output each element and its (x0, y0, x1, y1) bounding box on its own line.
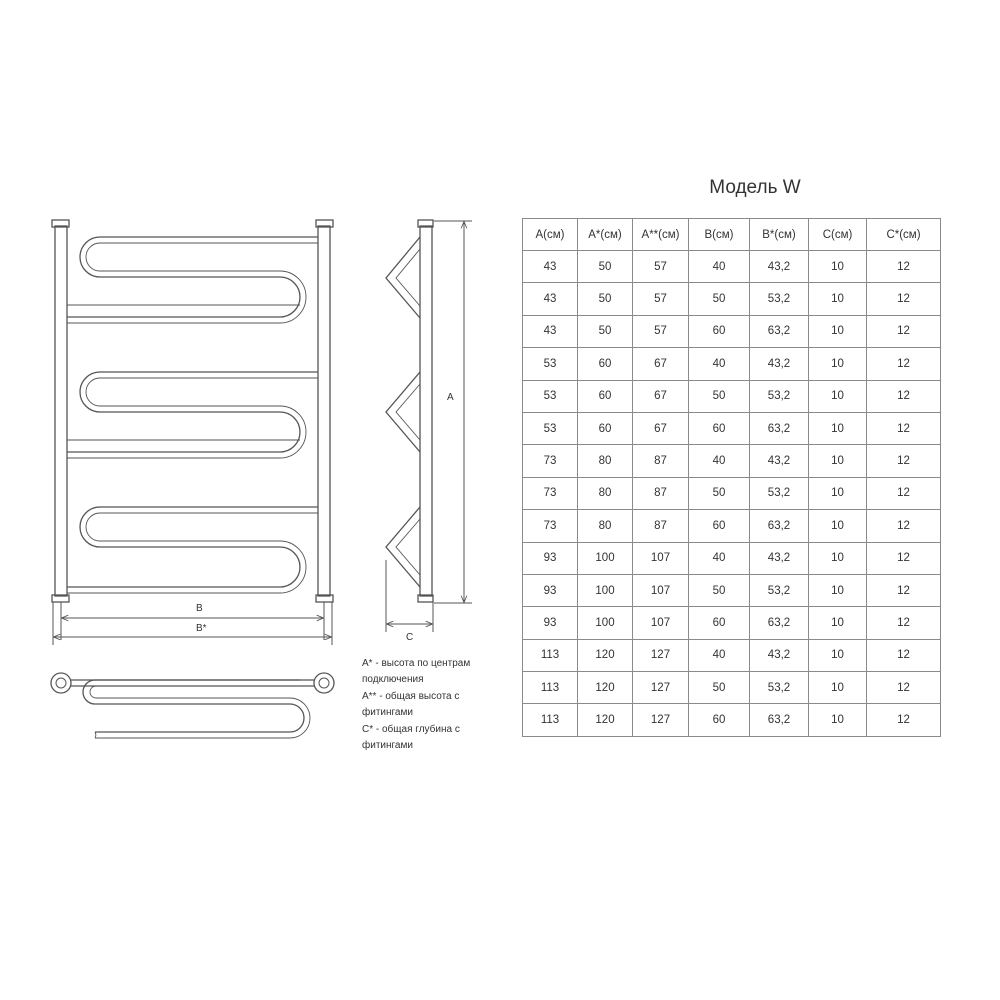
table-cell: 53,2 (750, 672, 809, 704)
table-row (523, 672, 941, 704)
table-cell: 53,2 (750, 283, 809, 315)
table-row (523, 510, 941, 542)
table-cell: 57 (633, 315, 689, 347)
table-cell: 12 (867, 380, 941, 412)
table-cell: 60 (689, 412, 750, 444)
table-cell: 12 (867, 510, 941, 542)
table-cell: 73 (523, 445, 578, 477)
label-c: C (406, 632, 414, 643)
table-cell: 60 (578, 348, 633, 380)
table-row (523, 283, 941, 315)
table-cell: 12 (867, 574, 941, 606)
table-cell: 43 (523, 251, 578, 283)
note-line: C* - общая глубина с (362, 723, 460, 735)
table-cell: 10 (809, 510, 867, 542)
table-cell: 12 (867, 672, 941, 704)
table-cell: 12 (867, 639, 941, 671)
table-cell: 80 (578, 445, 633, 477)
table-cell: 40 (689, 542, 750, 574)
table-cell: 12 (867, 315, 941, 347)
column-header: C*(см) (867, 219, 941, 251)
column-header: C(см) (809, 219, 867, 251)
table-cell: 60 (689, 510, 750, 542)
table-cell: 40 (689, 445, 750, 477)
table-cell: 60 (689, 315, 750, 347)
table-cell: 12 (867, 283, 941, 315)
label-b: B (196, 603, 203, 614)
table-cell: 93 (523, 607, 578, 639)
table-cell: 53,2 (750, 380, 809, 412)
column-header: A(см) (523, 219, 578, 251)
column-header: A*(см) (578, 219, 633, 251)
table-cell: 12 (867, 348, 941, 380)
table-cell: 10 (809, 672, 867, 704)
side-bracket-3 (386, 507, 420, 587)
table-cell: 67 (633, 380, 689, 412)
serpentine-tube-3 (67, 507, 318, 593)
table-cell: 60 (578, 412, 633, 444)
table-cell: 50 (578, 251, 633, 283)
table-cell: 57 (633, 283, 689, 315)
table-cell: 10 (809, 574, 867, 606)
table-cell: 12 (867, 607, 941, 639)
top-serpentine (83, 680, 310, 738)
table-cell: 12 (867, 477, 941, 509)
table-header-row (523, 219, 941, 251)
table-cell: 53,2 (750, 574, 809, 606)
table-cell: 40 (689, 348, 750, 380)
front-right-post (318, 226, 330, 596)
table-row (523, 704, 941, 736)
table-cell: 12 (867, 251, 941, 283)
table-cell: 43,2 (750, 445, 809, 477)
table-row (523, 380, 941, 412)
side-bracket-2 (386, 372, 420, 452)
table-body (523, 251, 941, 737)
legend-notes (362, 656, 512, 754)
table-cell: 87 (633, 477, 689, 509)
table-cell: 57 (633, 251, 689, 283)
table-cell: 107 (633, 607, 689, 639)
table-row (523, 348, 941, 380)
table-cell: 113 (523, 704, 578, 736)
table-cell: 53 (523, 348, 578, 380)
table-cell: 50 (689, 380, 750, 412)
table-cell: 113 (523, 672, 578, 704)
table-cell: 12 (867, 445, 941, 477)
table-cell: 113 (523, 639, 578, 671)
column-header: A**(см) (633, 219, 689, 251)
table-cell: 10 (809, 412, 867, 444)
table-cell: 107 (633, 574, 689, 606)
table-cell: 53,2 (750, 477, 809, 509)
table-row (523, 477, 941, 509)
table-cell: 63,2 (750, 510, 809, 542)
note-line: фитингами (362, 707, 413, 719)
table-cell: 40 (689, 639, 750, 671)
table-cell: 120 (578, 704, 633, 736)
side-post (420, 226, 432, 596)
table-cell: 73 (523, 510, 578, 542)
table-cell: 50 (689, 477, 750, 509)
table-cell: 107 (633, 542, 689, 574)
table-cell: 93 (523, 542, 578, 574)
spec-table (522, 218, 941, 737)
table-row (523, 574, 941, 606)
table-cell: 10 (809, 477, 867, 509)
front-view (52, 220, 333, 645)
table-cell: 50 (689, 672, 750, 704)
table-cell: 73 (523, 477, 578, 509)
table-cell: 10 (809, 445, 867, 477)
table-cell: 50 (578, 283, 633, 315)
table-row (523, 445, 941, 477)
table-cell: 10 (809, 639, 867, 671)
table-cell: 10 (809, 704, 867, 736)
table-cell: 87 (633, 510, 689, 542)
note-line: A* - высота по центрам (362, 658, 471, 669)
table-cell: 127 (633, 704, 689, 736)
table-cell: 63,2 (750, 607, 809, 639)
dimension-b (53, 602, 332, 645)
note-line: A** - общая высота с (362, 690, 460, 702)
label-a: A (447, 392, 454, 403)
note-line: фитингами (362, 740, 413, 752)
table-cell: 53 (523, 412, 578, 444)
table-cell: 43,2 (750, 639, 809, 671)
table-cell: 43,2 (750, 251, 809, 283)
table-row (523, 639, 941, 671)
table-cell: 43 (523, 283, 578, 315)
table-cell: 100 (578, 607, 633, 639)
table-cell: 12 (867, 412, 941, 444)
table-cell: 63,2 (750, 412, 809, 444)
table-cell: 87 (633, 445, 689, 477)
side-view (386, 220, 472, 632)
top-view (51, 673, 334, 738)
table-cell: 93 (523, 574, 578, 606)
table-cell: 80 (578, 477, 633, 509)
table-cell: 67 (633, 412, 689, 444)
table-cell: 43 (523, 315, 578, 347)
table-cell: 12 (867, 542, 941, 574)
table-cell: 120 (578, 672, 633, 704)
table-cell: 10 (809, 380, 867, 412)
table-cell: 10 (809, 607, 867, 639)
table-cell: 60 (689, 607, 750, 639)
table-row (523, 542, 941, 574)
top-right-fitting (314, 673, 334, 693)
column-header: B*(см) (750, 219, 809, 251)
model-title: Модель W (709, 177, 801, 198)
table-row (523, 315, 941, 347)
label-b-star: B* (196, 623, 207, 634)
table-row (523, 607, 941, 639)
table-cell: 53 (523, 380, 578, 412)
table-cell: 127 (633, 639, 689, 671)
table-row (523, 251, 941, 283)
table-cell: 50 (578, 315, 633, 347)
table-cell: 63,2 (750, 315, 809, 347)
top-left-fitting (51, 673, 71, 693)
table-cell: 10 (809, 348, 867, 380)
table-row (523, 412, 941, 444)
table-cell: 100 (578, 574, 633, 606)
serpentine-tube-2 (67, 372, 318, 458)
table-cell: 100 (578, 542, 633, 574)
table-cell: 10 (809, 315, 867, 347)
table-cell: 67 (633, 348, 689, 380)
table-cell: 10 (809, 283, 867, 315)
table-cell: 10 (809, 542, 867, 574)
table-cell: 50 (689, 283, 750, 315)
table-cell: 12 (867, 704, 941, 736)
side-bracket-1 (386, 237, 420, 318)
table-cell: 43,2 (750, 348, 809, 380)
table-cell: 50 (689, 574, 750, 606)
table-cell: 63,2 (750, 704, 809, 736)
note-line: подключения (362, 674, 424, 686)
column-header: B(см) (689, 219, 750, 251)
table-cell: 43,2 (750, 542, 809, 574)
dimension-a (434, 221, 472, 603)
table-cell: 120 (578, 639, 633, 671)
table-cell: 10 (809, 251, 867, 283)
table-cell: 127 (633, 672, 689, 704)
serpentine-tube-1 (67, 237, 318, 323)
table-cell: 60 (578, 380, 633, 412)
table-cell: 80 (578, 510, 633, 542)
table-cell: 60 (689, 704, 750, 736)
table-cell: 40 (689, 251, 750, 283)
front-left-post (55, 226, 67, 596)
